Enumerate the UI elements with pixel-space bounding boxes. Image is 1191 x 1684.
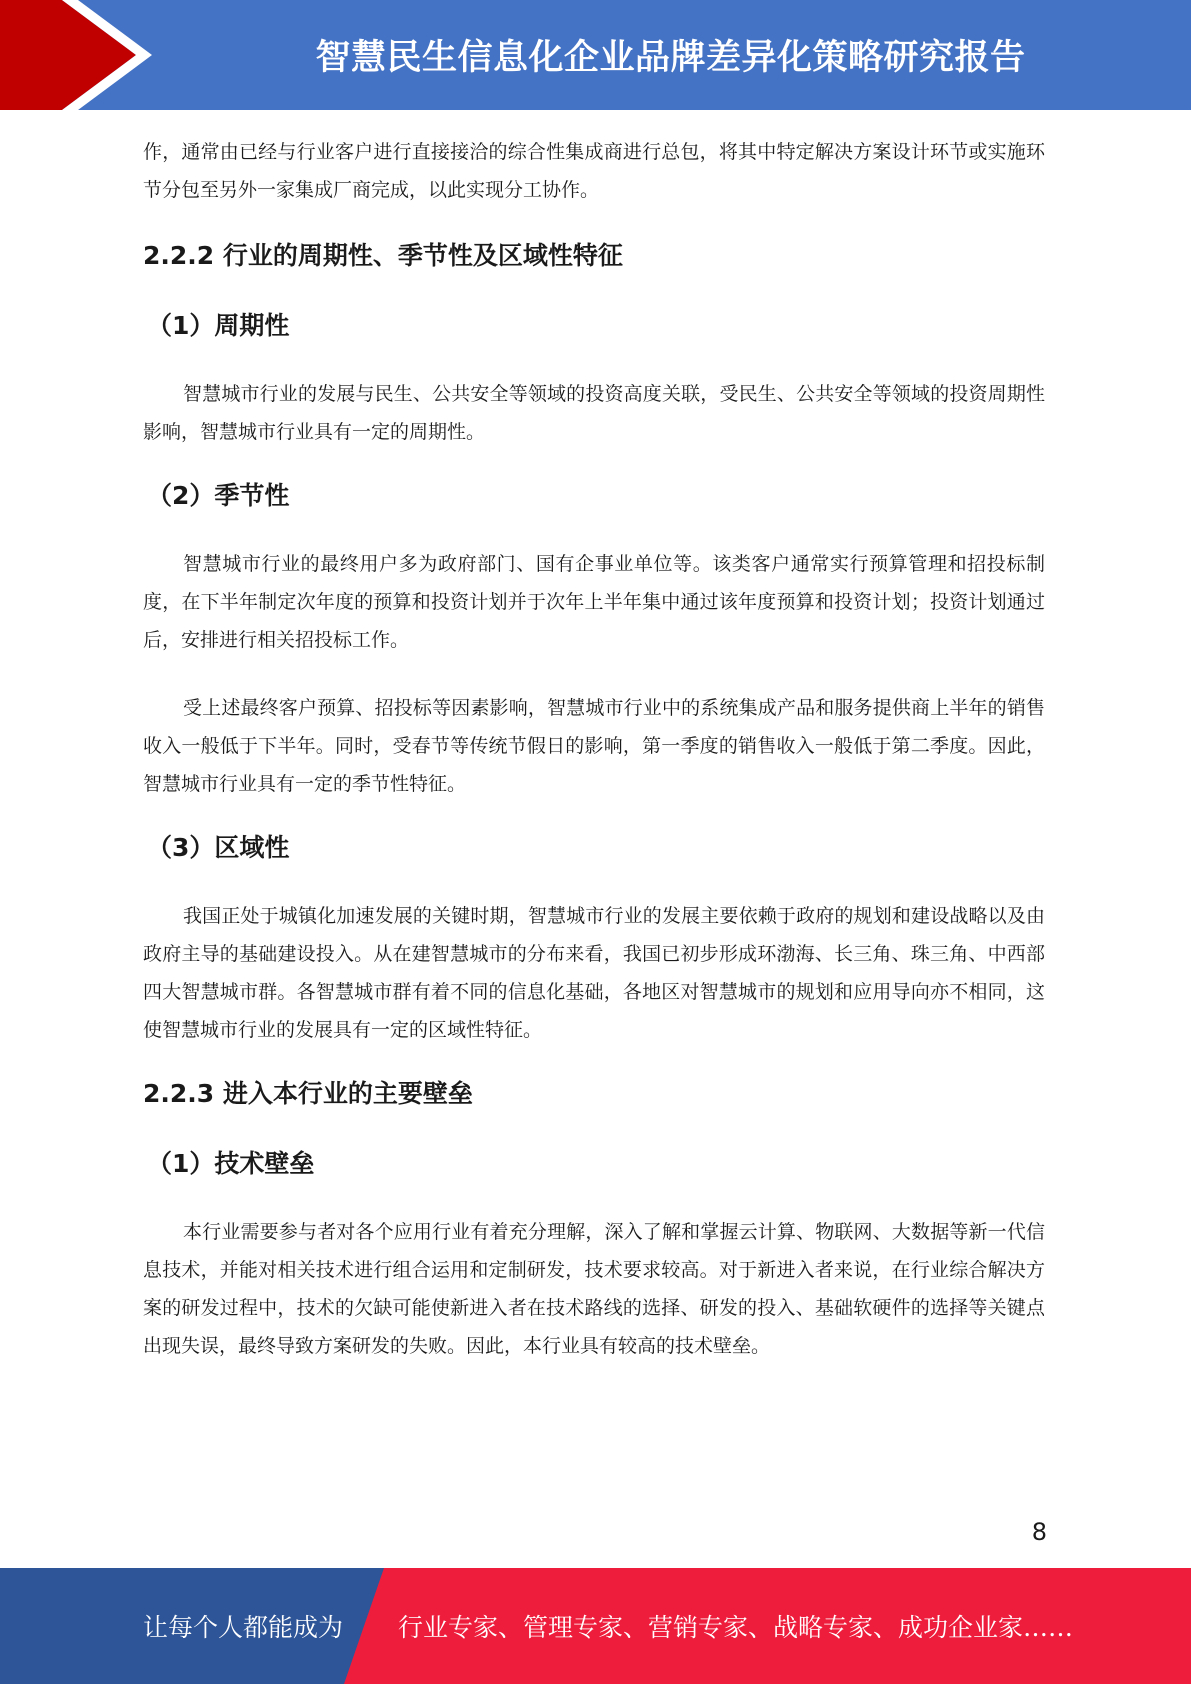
intro-paragraph: 作，通常由已经与行业客户进行直接接洽的综合性集成商进行总包，将其中特定解决方案设计环节或实施环节分包至另外一家集成厂商完成，以此实现分工协作。 — [143, 141, 1045, 201]
section-heading-2-2-2: 2.2.2 行业的周期性、季节性及区域性特征 — [143, 241, 623, 270]
report-title: 智慧民生信息化企业品牌差异化策略研究报告 — [315, 38, 1026, 78]
footer-slogan-roles: 行业专家、管理专家、营销专家、战略专家、成功企业家…… — [398, 1613, 1074, 1642]
paragraph-cyclical: 智慧城市行业的发展与民生、公共安全等领域的投资高度关联，受民生、公共安全等领域的投资周期性影响，智慧城市行业具有一定的周期性。 — [143, 383, 1045, 443]
page-number: 8 — [1031, 1518, 1047, 1546]
page-content — [143, 133, 1045, 1365]
paragraph-regional: 我国正处于城镇化加速发展的关键时期，智慧城市行业的发展主要依赖于政府的规划和建设战略以及由政府主导的基础建设投入。从在建智慧城市的分布来看，我国已初步形成环渤海、长三角、珠三角、中西部四大智慧城市群。各智慧城市群有着不同的信息化基础，各地区对智慧城市的规划和应用导向亦不相同，这使智慧城市行业的发展具有一定的区域性特征。 — [143, 905, 1045, 1041]
subheading-seasonal: （2）季节性 — [147, 481, 290, 510]
page-header — [0, 0, 1191, 110]
footer-slogan-lead: 让每个人都能成为 — [143, 1613, 344, 1642]
paragraph-seasonal-1: 智慧城市行业的最终用户多为政府部门、国有企事业单位等。该类客户通常实行预算管理和招投标制度，在下半年制定次年度的预算和投资计划并于次年上半年集中通过该年度预算和投资计划；投资计划通过后，安排进行相关招投标工作。 — [143, 553, 1045, 651]
subheading-regional: （3）区域性 — [147, 833, 290, 862]
page-footer — [0, 1568, 1191, 1684]
section-heading-2-2-3: 2.2.3 进入本行业的主要壁垒 — [143, 1079, 473, 1108]
header-chevron-decoration — [0, 0, 160, 110]
paragraph-technical: 本行业需要参与者对各个应用行业有着充分理解，深入了解和掌握云计算、物联网、大数据等新一代信息技术，并能对相关技术进行组合运用和定制研发，技术要求较高。对于新进入者来说，在行业综合解决方案的研发过程中，技术的欠缺可能使新进入者在技术路线的选择、研发的投入、基础软硬件的选择等关键点出现失误，最终导致方案研发的失败。因此，本行业具有较高的技术壁垒。 — [143, 1221, 1045, 1357]
paragraph-seasonal-2: 受上述最终客户预算、招投标等因素影响，智慧城市行业中的系统集成产品和服务提供商上半年的销售收入一般低于下半年。同时，受春节等传统节假日的影响，第一季度的销售收入一般低于第二季度。因此，智慧城市行业具有一定的季节性特征。 — [143, 697, 1045, 795]
subheading-cyclical: （1）周期性 — [147, 311, 290, 340]
subheading-technical: （1）技术壁垒 — [147, 1149, 315, 1178]
